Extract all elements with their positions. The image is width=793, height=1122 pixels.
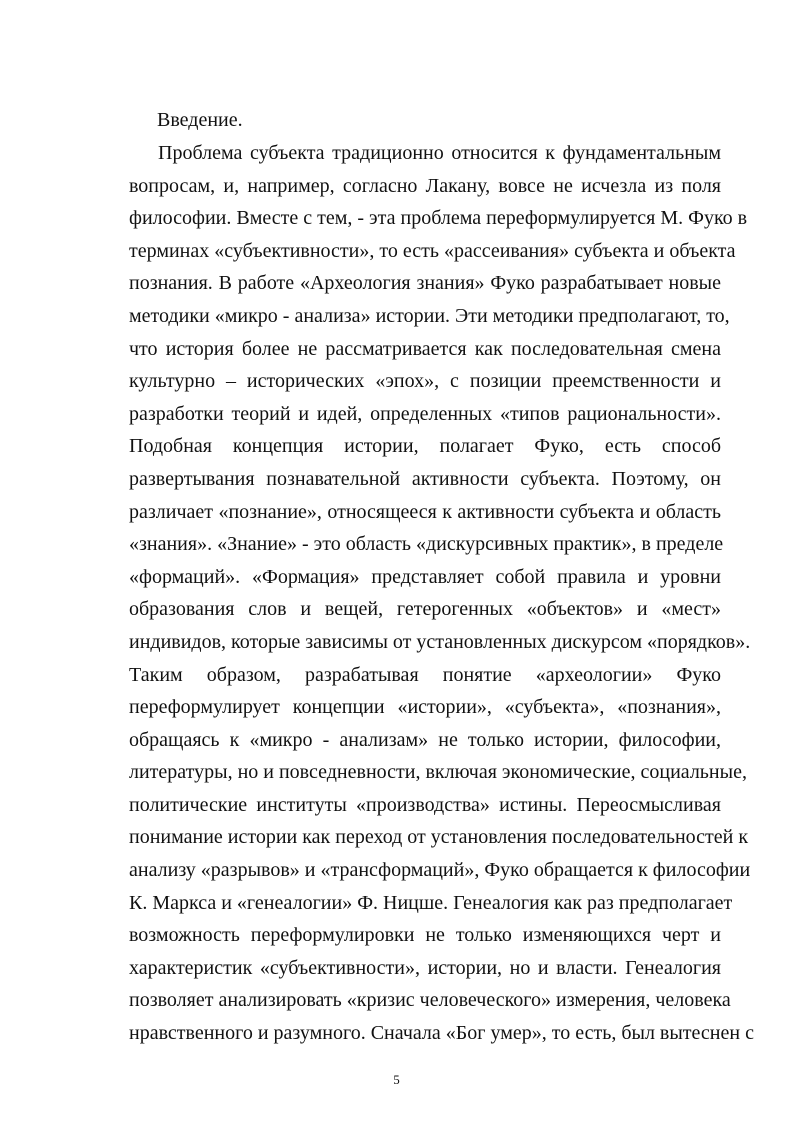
text-line: «формаций». «Формация» представляет собой правила и уровни bbox=[129, 565, 721, 588]
text-line: характеристик «субъективности», истории, но и власти. Генеалогия bbox=[129, 956, 721, 979]
text-line: понимание истории как переход от установления последовательностей к bbox=[129, 826, 749, 849]
text-line: политические институты «производства» истины. Переосмысливая bbox=[129, 793, 721, 816]
text-line: «знания». «Знание» - это область «дискурсивных практик», в пределе bbox=[129, 533, 724, 556]
section-heading: Введение. bbox=[157, 109, 243, 131]
body-text bbox=[129, 137, 754, 1050]
text-line: Проблема субъекта традиционно относится к фундаментальным bbox=[158, 142, 721, 164]
text-line: методики «микро - анализа» истории. Эти методики предполагают, то, bbox=[129, 304, 730, 327]
text-line: обращаясь к «микро - анализам» не только истории, философии, bbox=[129, 728, 721, 751]
text-line: философии. Вместе с тем, - эта проблема переформулируется М. Фуко в bbox=[129, 207, 748, 230]
text-line: переформулирует концепции «истории», «субъекта», «познания», bbox=[129, 696, 721, 719]
text-line: К. Маркса и «генеалогии» Ф. Ницше. Генеалогия как раз предполагает bbox=[129, 891, 733, 914]
text-line: позволяет анализировать «кризис человеческого» измерения, человека bbox=[129, 989, 731, 1012]
text-line: терминах «субъективности», то есть «рассеивания» субъекта и объекта bbox=[129, 239, 736, 262]
text-line: Таким образом, разрабатывая понятие «археологии» Фуко bbox=[129, 663, 721, 686]
text-line: Подобная концепция истории, полагает Фуко, есть способ bbox=[129, 435, 721, 458]
text-line: развертывания познавательной активности субъекта. Поэтому, он bbox=[129, 467, 721, 490]
text-line: нравственного и разумного. Сначала «Бог умер», то есть, был вытеснен с bbox=[129, 1022, 754, 1045]
page-number: 5 bbox=[393, 1072, 400, 1087]
text-line: образования слов и вещей, гетерогенных «объектов» и «мест» bbox=[129, 598, 721, 621]
text-line: что история более не рассматривается как последовательная смена bbox=[129, 337, 721, 360]
text-line: различает «познание», относящееся к активности субъекта и область bbox=[129, 500, 721, 523]
text-line: разработки теорий и идей, определенных «типов рациональности». bbox=[129, 402, 721, 425]
text-line: познания. В работе «Археология знания» Фуко разрабатывает новые bbox=[129, 272, 721, 295]
text-line: культурно – исторических «эпох», с позиции преемственности и bbox=[129, 370, 721, 393]
text-line: индивидов, которые зависимы от установленных дискурсом «порядков». bbox=[129, 630, 751, 653]
text-line: анализу «разрывов» и «трансформаций», Фуко обращается к философии bbox=[129, 859, 751, 882]
text-line: литературы, но и повседневности, включая экономические, социальные, bbox=[129, 761, 747, 784]
text-line: вопросам, и, например, согласно Лакану, вовсе не исчезла из поля bbox=[129, 174, 721, 197]
text-line: возможность переформулировки не только изменяющихся черт и bbox=[129, 924, 721, 947]
